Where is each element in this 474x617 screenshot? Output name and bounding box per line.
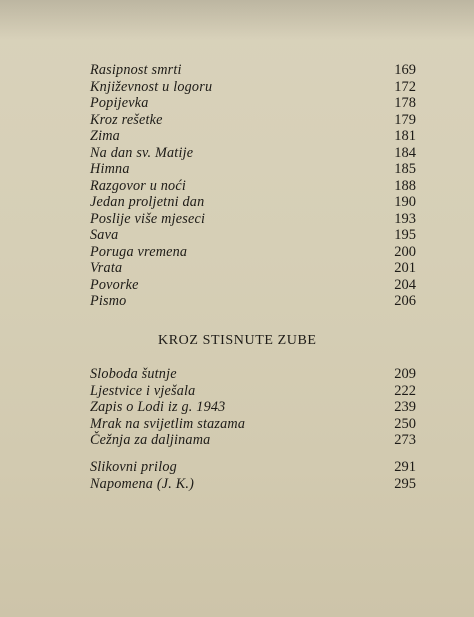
toc-entry-page-number: 195 [394, 227, 416, 243]
toc-entry-title: Čežnja za daljinama [90, 432, 211, 448]
toc-entry-page-number: 178 [394, 95, 416, 111]
toc-entry-title: Književnost u logoru [90, 78, 213, 95]
toc-entry [90, 244, 416, 261]
toc-entry-title: Mrak na svijetlim stazama [90, 415, 246, 432]
toc-entry [90, 62, 416, 79]
toc-entry-page-number: 193 [394, 210, 416, 227]
toc-list-part1 [90, 62, 416, 310]
toc-entry [90, 95, 416, 112]
toc-entry-title: Rasipnost smrti [90, 62, 182, 78]
toc-entry-title: Kroz rešetke [90, 111, 163, 128]
toc-entry [90, 79, 416, 96]
toc-entry [90, 178, 416, 195]
toc-entry-page-number: 200 [394, 243, 416, 260]
toc-entry-title: Poslije više mjeseci [90, 210, 206, 227]
toc-entry [90, 399, 416, 416]
toc-entry-page-number: 184 [394, 144, 416, 161]
toc-entry [90, 112, 416, 129]
toc-entry [90, 293, 416, 310]
toc-entry-page-number: 295 [394, 475, 416, 492]
toc-list-part3 [90, 459, 416, 492]
page-shadow [0, 0, 474, 40]
toc-entry-title: Na dan sv. Matije [90, 144, 194, 161]
toc-entry-page-number: 201 [394, 260, 416, 276]
toc-entry-title: Zima [90, 128, 120, 144]
toc-entry-page-number: 181 [394, 128, 416, 144]
toc-entry [90, 366, 416, 383]
toc-entry-title: Razgovor u noći [90, 177, 186, 194]
toc-entry [90, 260, 416, 277]
toc-entry-title: Povorke [90, 276, 139, 293]
toc-entry-title: Himna [90, 161, 130, 177]
toc-entry-page-number: 222 [394, 382, 416, 399]
toc-entry [90, 416, 416, 433]
toc-entry-page-number: 169 [394, 62, 416, 78]
toc-entry [90, 476, 416, 493]
toc-entry-title: Jedan proljetni dan [90, 194, 205, 210]
toc-entry-page-number: 172 [394, 78, 416, 95]
toc-entry-page-number: 250 [394, 415, 416, 432]
toc-entry [90, 383, 416, 400]
toc-entry-title: Pismo [90, 293, 127, 309]
toc-entry-page-number: 185 [394, 161, 416, 177]
section-heading: KROZ STISNUTE ZUBE [158, 333, 317, 348]
toc-entry-page-number: 273 [394, 432, 416, 448]
toc-entry [90, 194, 416, 211]
toc-entry-page-number: 209 [394, 366, 416, 382]
toc-entry [90, 277, 416, 294]
toc-entry-title: Ljestvice i vješala [90, 382, 196, 399]
toc-entry-title: Napomena (J. K.) [90, 475, 195, 492]
toc-entry-title: Sloboda šutnje [90, 366, 177, 382]
toc-entry [90, 128, 416, 145]
toc-list-part2 [90, 366, 416, 449]
toc-entry [90, 161, 416, 178]
toc-entry-page-number: 206 [394, 293, 416, 309]
toc-entry [90, 459, 416, 476]
toc-entry-page-number: 291 [394, 459, 416, 475]
toc-entry [90, 211, 416, 228]
toc-entry [90, 145, 416, 162]
toc-entry-page-number: 204 [394, 276, 416, 293]
toc-entry-title: Poruga vremena [90, 243, 188, 260]
toc-entry-page-number: 190 [394, 194, 416, 210]
toc-entry-title: Sava [90, 227, 119, 243]
toc-entry-page-number: 188 [394, 177, 416, 194]
toc-entry [90, 432, 416, 449]
toc-entry [90, 227, 416, 244]
toc-entry-page-number: 179 [394, 111, 416, 128]
toc-entry-title: Slikovni prilog [90, 459, 177, 475]
toc-entry-title: Zapis o Lodi iz g. 1943 [90, 399, 226, 415]
toc-entry-title: Vrata [90, 260, 123, 276]
toc-entry-page-number: 239 [394, 399, 416, 415]
toc-entry-title: Popijevka [90, 95, 149, 111]
